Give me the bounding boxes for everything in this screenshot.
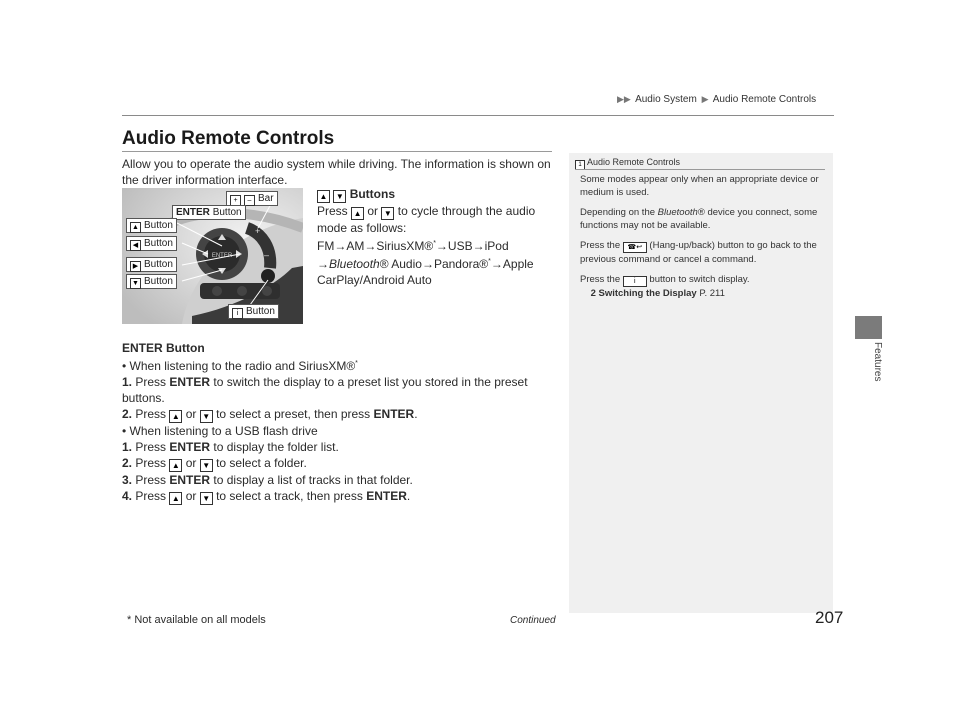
continued-label: Continued bbox=[510, 615, 556, 626]
enter-step-usb-1: 1. Press ENTER to display the folder list. bbox=[122, 440, 339, 454]
down-arrow-icon: ▼ bbox=[200, 410, 213, 423]
intro-paragraph: Allow you to operate the audio system while driving. The information is shown on the driver information interface. bbox=[122, 157, 551, 187]
enter-button-section bbox=[122, 340, 562, 505]
buttons-heading: ▲ ▼ Buttons bbox=[317, 186, 557, 203]
page-number: 207 bbox=[815, 608, 844, 627]
plus-minus-bar-label: + – Bar bbox=[226, 191, 278, 206]
enter-bullet-usb: • When listening to a USB flash drive bbox=[122, 424, 318, 438]
cross-reference-icon: 2 bbox=[590, 288, 596, 299]
breadcrumb bbox=[615, 94, 816, 105]
up-arrow-icon: ▲ bbox=[351, 207, 364, 220]
down-arrow-icon: ▼ bbox=[130, 278, 141, 289]
mode-sequence-line-1: FM→AM→SiriusXM®*→USB→iPod bbox=[317, 239, 509, 253]
info-icon: i bbox=[232, 308, 243, 319]
note-number-icon: 1 bbox=[575, 160, 585, 170]
page-title: Audio Remote Controls bbox=[122, 128, 335, 149]
enter-heading: ENTER Button bbox=[122, 341, 205, 355]
enter-step-radio-2: 2. Press ▲ or ▼ to select a preset, then press ENTER. bbox=[122, 407, 418, 421]
plus-icon: + bbox=[230, 195, 241, 206]
up-arrow-icon: ▲ bbox=[169, 410, 182, 423]
note-paragraph-4: Press the i button to switch display. 2 Switching the Display P. 211 bbox=[580, 274, 750, 299]
switching-display-page: P. 211 bbox=[699, 288, 725, 299]
enter-step-usb-4: 4. Press ▲ or ▼ to select a track, then press ENTER. bbox=[122, 489, 411, 503]
info-icon: i bbox=[623, 276, 647, 287]
note-paragraph-1: Some modes appear only when an appropriate device or medium is used. bbox=[580, 174, 819, 198]
down-arrow-icon: ▼ bbox=[333, 190, 346, 203]
down-button-label: ▼ Button bbox=[126, 274, 177, 289]
note-heading: 1 Audio Remote Controls bbox=[575, 157, 680, 170]
note-body bbox=[580, 173, 825, 307]
breadcrumb-arrow-icon: ▶▶ bbox=[617, 94, 631, 104]
breadcrumb-arrow-icon: ▶ bbox=[701, 94, 709, 104]
enter-step-radio-1: 1. Press ENTER to switch the display to a preset list you stored in the preset buttons. bbox=[122, 375, 528, 405]
down-arrow-icon: ▼ bbox=[200, 459, 213, 472]
up-arrow-icon: ▲ bbox=[169, 492, 182, 505]
note-divider bbox=[575, 169, 825, 170]
side-note bbox=[569, 153, 833, 613]
info-button-label: i Button bbox=[228, 304, 279, 319]
note-paragraph-2: Depending on the Bluetooth® device you connect, some functions may not be available. bbox=[580, 207, 818, 231]
svg-text:–: – bbox=[264, 250, 270, 260]
chapter-tab-marker bbox=[855, 316, 882, 339]
footnote: * Not available on all models bbox=[127, 614, 266, 626]
switching-display-link[interactable]: Switching the Display bbox=[598, 288, 697, 299]
up-arrow-icon: ▲ bbox=[317, 190, 330, 203]
left-button-label: ◀ Button bbox=[126, 236, 177, 251]
breadcrumb-audio-system[interactable]: Audio System bbox=[635, 94, 697, 105]
svg-text:ENTER: ENTER bbox=[211, 253, 233, 259]
minus-icon: – bbox=[244, 195, 255, 206]
breadcrumb-audio-remote-controls[interactable]: Audio Remote Controls bbox=[712, 94, 817, 105]
steering-wheel-figure bbox=[122, 188, 303, 324]
enter-button-label: ENTER Button bbox=[172, 205, 246, 220]
enter-step-usb-2: 2. Press ▲ or ▼ to select a folder. bbox=[122, 456, 307, 470]
right-button-label: ▶ Button bbox=[126, 257, 177, 272]
buttons-line-1: Press ▲ or ▼ to cycle through the audio bbox=[317, 204, 536, 218]
up-button-label: ▲ Button bbox=[126, 218, 177, 233]
left-arrow-icon: ◀ bbox=[130, 240, 141, 251]
right-arrow-icon: ▶ bbox=[130, 261, 141, 272]
svg-text:+: + bbox=[255, 226, 261, 236]
up-arrow-icon: ▲ bbox=[130, 222, 141, 233]
up-arrow-icon: ▲ bbox=[169, 459, 182, 472]
buttons-line-2: mode as follows: bbox=[317, 221, 407, 235]
hang-up-back-icon: ☎↩ bbox=[623, 242, 647, 253]
header-divider bbox=[122, 115, 834, 116]
mode-sequence-line-2: →Bluetooth® Audio→Pandora®*→Apple bbox=[317, 257, 534, 271]
down-arrow-icon: ▼ bbox=[381, 207, 394, 220]
note-paragraph-3: Press the ☎↩ (Hang-up/back) button to go back to the previous command or cancel a command. bbox=[580, 240, 817, 265]
mode-sequence-line-3: CarPlay/Android Auto bbox=[317, 273, 432, 287]
chapter-tab-label[interactable]: Features bbox=[872, 342, 883, 382]
down-arrow-icon: ▼ bbox=[200, 492, 213, 505]
enter-bullet-radio: • When listening to the radio and SiriusXM®* bbox=[122, 359, 358, 373]
title-divider bbox=[122, 151, 552, 152]
enter-step-usb-3: 3. Press ENTER to display a list of tracks in that folder. bbox=[122, 473, 413, 487]
buttons-description bbox=[317, 186, 557, 288]
